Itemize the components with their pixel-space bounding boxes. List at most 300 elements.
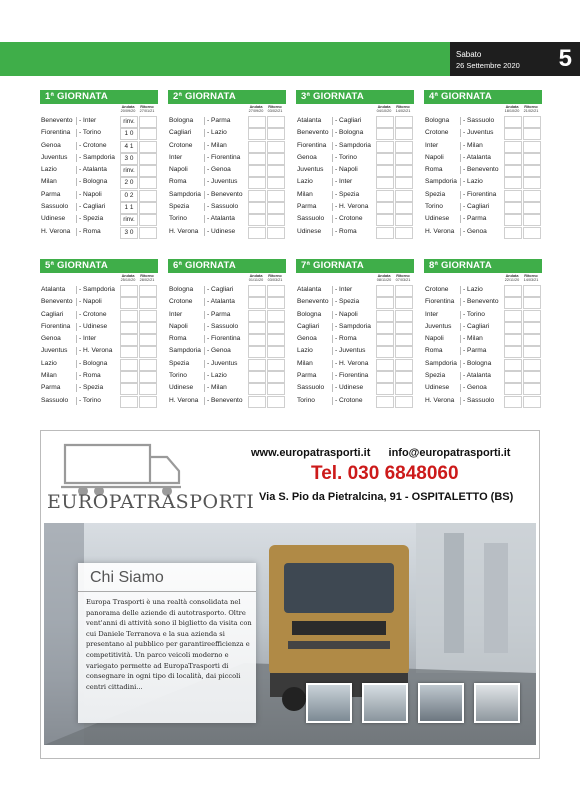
away-team: [79, 296, 120, 308]
away-team: [463, 345, 504, 357]
column-header: [168, 273, 286, 284]
result-andata: [504, 214, 522, 226]
home-team: Sampdoria: [425, 359, 457, 367]
dash-separator: -: [335, 335, 340, 343]
result-ritorno: [267, 202, 285, 214]
ritorno-label: Ritorno: [396, 105, 410, 109]
away-team: [335, 296, 376, 308]
away-team: [335, 395, 376, 407]
match-row: [296, 127, 414, 139]
match-row: [296, 382, 414, 394]
match-row: [168, 309, 286, 321]
result-andata: [248, 359, 266, 371]
result-andata: [376, 214, 394, 226]
away-team-name: Udinese: [83, 322, 108, 330]
result-andata: [504, 285, 522, 297]
result-andata: [120, 346, 138, 358]
away-team-name: Atalanta: [210, 215, 235, 223]
away-team: [79, 309, 120, 321]
away-team: [207, 226, 248, 238]
match-row: [168, 164, 286, 176]
match-row: [424, 358, 542, 370]
dash-separator: -: [335, 298, 340, 306]
home-team: Sassuolo: [41, 396, 69, 404]
home-team: Atalanta: [297, 117, 322, 124]
result-ritorno: [267, 359, 285, 371]
away-team-name: Torino: [338, 153, 357, 161]
away-team: [463, 189, 504, 201]
match-row: [424, 296, 542, 308]
match-row: [424, 115, 542, 127]
match-row: [168, 382, 286, 394]
ritorno-label: Ritorno: [268, 274, 282, 278]
result-andata: [120, 285, 138, 297]
result-andata: [376, 141, 394, 153]
away-team-name: Genoa: [211, 166, 231, 174]
giornata-panel: [424, 90, 542, 238]
dash-separator: -: [463, 298, 468, 306]
match-row: [40, 189, 158, 201]
dash-separator: -: [79, 372, 84, 380]
away-team-name: Juventus: [467, 129, 494, 137]
home-team: Fiorentina: [425, 298, 455, 306]
result-ritorno: [395, 153, 413, 165]
andata-date: 27/09/20: [248, 109, 264, 114]
result-ritorno: [267, 165, 285, 177]
away-team-name: Napoli: [339, 166, 358, 174]
match-row: [168, 284, 286, 296]
result-andata: [376, 165, 394, 177]
dash-separator: -: [335, 347, 340, 355]
away-team-name: Torino: [82, 396, 101, 404]
away-team: [463, 164, 504, 176]
chi-siamo-divider: [78, 591, 256, 592]
match-row: [168, 321, 286, 333]
away-team: [79, 164, 120, 176]
away-team-name: Milan: [211, 141, 227, 149]
away-team: [463, 358, 504, 370]
match-row: [168, 370, 286, 382]
dash-separator: -: [335, 227, 340, 235]
match-row: [40, 226, 158, 238]
away-team: [79, 201, 120, 213]
home-team: H. Verona: [425, 396, 455, 404]
result-ritorno: [139, 177, 157, 189]
home-team: Sassuolo: [41, 203, 69, 211]
away-team-name: H. Verona: [339, 203, 369, 211]
result-ritorno: [267, 334, 285, 346]
result-andata: [504, 177, 522, 189]
result-andata: [248, 371, 266, 383]
result-andata: [376, 190, 394, 202]
dash-separator: -: [463, 359, 468, 367]
result-andata: 3 0: [120, 153, 138, 165]
result-ritorno: [139, 285, 157, 297]
home-team: Udinese: [297, 227, 322, 235]
result-ritorno: [267, 177, 285, 189]
result-ritorno: [267, 141, 285, 153]
home-team: Crotone: [169, 298, 193, 306]
away-team: [335, 213, 376, 225]
address: Via S. Pio da Pietralcina, 91 - OSPITALETTO (BS): [259, 491, 514, 503]
dash-separator: -: [463, 178, 468, 186]
home-team: Spezia: [169, 203, 190, 211]
result-andata: [120, 396, 138, 408]
dash-separator: -: [335, 359, 340, 367]
match-row: [40, 309, 158, 321]
andata-header: [247, 274, 265, 282]
dash-separator: -: [207, 310, 212, 318]
away-team-name: Cagliari: [467, 203, 490, 211]
match-row: [168, 345, 286, 357]
website-link[interactable]: www.europatrasporti.it: [251, 447, 371, 459]
result-ritorno: [523, 310, 541, 322]
result-ritorno: [139, 165, 157, 177]
match-row: [40, 140, 158, 152]
result-andata: [376, 285, 394, 297]
away-team: [207, 321, 248, 333]
match-row: [296, 309, 414, 321]
away-team-name: Spezia: [83, 384, 104, 392]
away-team: [463, 395, 504, 407]
dash-separator: -: [463, 190, 468, 198]
away-team-name: Crotone: [83, 310, 107, 318]
result-andata: [504, 310, 522, 322]
away-team-name: Juventus: [339, 347, 366, 355]
away-team-name: Genoa: [467, 227, 487, 235]
giornata-title: 3ª GIORNATA: [296, 90, 414, 104]
away-team-name: Sassuolo: [467, 117, 495, 124]
dash-separator: -: [79, 203, 84, 211]
home-team: Atalanta: [41, 286, 66, 293]
dash-separator: -: [335, 153, 339, 161]
andata-label: Andata: [121, 105, 135, 109]
match-row: [40, 164, 158, 176]
result-andata: [376, 153, 394, 165]
dash-separator: -: [79, 347, 84, 355]
giornata-panel: [296, 259, 414, 407]
away-team-name: Napoli: [83, 298, 102, 306]
home-team: Milan: [41, 178, 57, 186]
match-row: [40, 382, 158, 394]
result-ritorno: [139, 116, 157, 128]
andata-date: 08/11/20: [376, 278, 392, 283]
away-team: [463, 115, 504, 127]
result-andata: [248, 214, 266, 226]
away-team: [335, 370, 376, 382]
result-andata: [248, 165, 266, 177]
home-team: Roma: [425, 347, 443, 355]
home-team: Crotone: [169, 141, 193, 149]
result-andata: [376, 227, 394, 239]
away-team-name: Lazio: [211, 372, 227, 380]
dash-separator: -: [463, 335, 468, 343]
away-team-name: Inter: [83, 117, 97, 124]
result-andata: [248, 322, 266, 334]
result-andata: [248, 141, 266, 153]
ritorno-header: [266, 274, 284, 282]
away-team: [207, 115, 248, 127]
result-ritorno: [523, 214, 541, 226]
ritorno-label: Ritorno: [140, 274, 154, 278]
result-ritorno: [395, 128, 413, 140]
dash-separator: -: [335, 215, 340, 223]
home-team: Parma: [41, 190, 61, 198]
thumb-1: [306, 683, 352, 723]
dash-separator: -: [207, 286, 212, 293]
result-ritorno: [523, 383, 541, 395]
dash-separator: -: [335, 141, 340, 149]
away-team-name: Parma: [211, 310, 231, 318]
dash-separator: -: [207, 129, 212, 137]
andata-date: 01/11/20: [248, 278, 264, 283]
away-team: [79, 321, 120, 333]
result-andata: [248, 310, 266, 322]
email-link[interactable]: info@europatrasporti.it: [388, 447, 511, 459]
away-team-name: Milan: [211, 384, 227, 392]
result-andata: [504, 297, 522, 309]
home-team: H. Verona: [169, 396, 199, 404]
result-andata: [120, 297, 138, 309]
away-team-name: Sassuolo: [467, 396, 495, 404]
match-row: [40, 333, 158, 345]
away-team-name: Atalanta: [466, 372, 491, 380]
result-ritorno: [267, 297, 285, 309]
giornata-panel: [40, 259, 158, 407]
away-team: [207, 309, 248, 321]
match-row: [424, 395, 542, 407]
match-row: [296, 115, 414, 127]
giornata-title: 8ª GIORNATA: [424, 259, 542, 273]
dash-separator: -: [207, 372, 212, 380]
dash-separator: -: [207, 203, 212, 211]
away-team-name: Roma: [339, 335, 357, 343]
result-andata: [248, 297, 266, 309]
away-team-name: Bologna: [83, 359, 108, 367]
away-team-name: Atalanta: [210, 298, 235, 306]
giornata-title: 7ª GIORNATA: [296, 259, 414, 273]
result-ritorno: [395, 383, 413, 395]
match-row: [296, 296, 414, 308]
result-andata: 0 2: [120, 190, 138, 202]
result-andata: [120, 322, 138, 334]
dash-separator: -: [79, 310, 84, 318]
home-team: Atalanta: [297, 286, 322, 293]
dash-separator: -: [207, 227, 212, 235]
andata-label: Andata: [505, 274, 519, 278]
dash-separator: -: [79, 384, 84, 392]
home-team: Sampdoria: [425, 178, 457, 186]
brand-name: EUROPATRASPORTI: [47, 491, 255, 513]
andata-header: [119, 274, 137, 282]
away-team-name: Atalanta: [82, 166, 107, 174]
match-row: [168, 176, 286, 188]
result-andata: [376, 371, 394, 383]
away-team: [207, 176, 248, 188]
match-row: [168, 333, 286, 345]
result-andata: [248, 202, 266, 214]
giornata-panel: [424, 259, 542, 407]
phone-number: Tel. 030 6848060: [311, 463, 459, 484]
home-team: Lazio: [41, 166, 57, 174]
home-team: Sampdoria: [169, 347, 201, 355]
andata-header: [375, 105, 393, 113]
away-team: [335, 226, 376, 238]
result-andata: 2 0: [120, 177, 138, 189]
andata-header: [375, 274, 393, 282]
andata-date: 04/10/20: [376, 109, 392, 114]
away-team-name: Fiorentina: [339, 372, 369, 380]
dash-separator: -: [79, 215, 84, 223]
dash-separator: -: [79, 166, 83, 174]
ritorno-label: Ritorno: [268, 105, 282, 109]
result-andata: [248, 334, 266, 346]
result-andata: [504, 346, 522, 358]
away-team: [335, 345, 376, 357]
giornata-title: 2ª GIORNATA: [168, 90, 286, 104]
ritorno-date: 14/02/21: [395, 109, 411, 114]
match-row: [296, 370, 414, 382]
dash-separator: -: [463, 203, 468, 211]
home-team: Torino: [169, 215, 187, 223]
home-team: Sassuolo: [297, 215, 325, 223]
home-team: Fiorentina: [41, 322, 71, 330]
home-team: Inter: [169, 310, 183, 318]
result-ritorno: [139, 190, 157, 202]
away-team: [79, 213, 120, 225]
dash-separator: -: [79, 153, 84, 161]
away-team: [335, 164, 376, 176]
result-andata: [248, 190, 266, 202]
away-team: [463, 176, 504, 188]
home-team: Crotone: [425, 286, 449, 293]
away-team: [79, 345, 120, 357]
andata-label: Andata: [505, 105, 519, 109]
match-row: [40, 296, 158, 308]
result-ritorno: [267, 116, 285, 128]
andata-label: Andata: [377, 105, 391, 109]
match-row: [424, 370, 542, 382]
dash-separator: -: [207, 298, 211, 306]
away-team-name: Napoli: [339, 310, 358, 318]
home-team: Torino: [169, 372, 187, 380]
result-andata: [504, 396, 522, 408]
result-ritorno: [139, 214, 157, 226]
away-team-name: Sampdoria: [339, 322, 371, 330]
away-team: [79, 333, 120, 345]
away-team-name: Inter: [339, 178, 353, 186]
result-ritorno: [139, 227, 157, 239]
home-team: Fiorentina: [297, 141, 327, 149]
ritorno-label: Ritorno: [396, 274, 410, 278]
away-team-name: Genoa: [211, 347, 231, 355]
result-andata: [504, 116, 522, 128]
home-team: Juventus: [297, 166, 324, 174]
dash-separator: -: [79, 396, 83, 404]
thumb-2: [362, 683, 408, 723]
match-row: [424, 382, 542, 394]
away-team: [79, 115, 120, 127]
away-team: [207, 213, 248, 225]
home-team: Spezia: [425, 372, 446, 380]
home-team: Fiorentina: [41, 129, 71, 137]
result-ritorno: [523, 334, 541, 346]
dash-separator: -: [207, 347, 212, 355]
away-team-name: Cagliari: [211, 286, 234, 293]
match-row: [424, 127, 542, 139]
home-team: Parma: [41, 384, 61, 392]
away-team-name: Fiorentina: [211, 335, 241, 343]
giornata-panel: [168, 259, 286, 407]
away-team: [207, 189, 248, 201]
ritorno-date: 07/03/21: [395, 278, 411, 283]
match-row: [40, 152, 158, 164]
dash-separator: -: [79, 335, 84, 343]
away-team: [79, 370, 120, 382]
away-team-name: Inter: [83, 335, 97, 343]
dash-separator: -: [463, 227, 468, 235]
home-team: Juventus: [41, 153, 68, 161]
giornata-title: 4ª GIORNATA: [424, 90, 542, 104]
away-team-name: Udinese: [211, 227, 236, 235]
match-row: [296, 358, 414, 370]
away-team-name: Milan: [467, 335, 483, 343]
result-andata: [376, 322, 394, 334]
result-ritorno: [267, 396, 285, 408]
result-ritorno: [267, 371, 285, 383]
result-ritorno: [523, 202, 541, 214]
dash-separator: -: [79, 298, 84, 306]
dash-separator: -: [335, 396, 340, 404]
match-row: [40, 370, 158, 382]
away-team: [79, 226, 120, 238]
away-team-name: Spezia: [339, 298, 360, 306]
result-ritorno: [267, 310, 285, 322]
away-team-name: Atalanta: [466, 153, 491, 161]
match-row: [296, 333, 414, 345]
away-team-name: Parma: [211, 117, 231, 124]
ritorno-header: [266, 105, 284, 113]
column-header: [40, 273, 158, 284]
result-andata: [504, 359, 522, 371]
match-row: [168, 358, 286, 370]
andata-date: 25/10/20: [120, 278, 136, 283]
column-header: [296, 273, 414, 284]
away-team: [79, 189, 120, 201]
away-team-name: Fiorentina: [211, 153, 241, 161]
away-team-name: Torino: [466, 310, 485, 318]
home-team: Lazio: [41, 359, 57, 367]
result-andata: [376, 116, 394, 128]
away-team: [335, 309, 376, 321]
away-team-name: Sampdoria: [339, 141, 371, 149]
match-row: [424, 345, 542, 357]
away-team-name: Juventus: [211, 178, 238, 186]
home-team: Lazio: [297, 178, 313, 186]
away-team: [463, 296, 504, 308]
result-ritorno: [139, 383, 157, 395]
dash-separator: -: [463, 117, 468, 124]
dash-separator: -: [207, 359, 212, 367]
home-team: Milan: [297, 359, 313, 367]
match-row: [296, 395, 414, 407]
result-ritorno: [523, 371, 541, 383]
dash-separator: -: [79, 117, 84, 124]
result-andata: [504, 383, 522, 395]
away-team-name: Bologna: [339, 129, 364, 137]
dash-separator: -: [335, 203, 340, 211]
away-team-name: Cagliari: [339, 117, 362, 124]
